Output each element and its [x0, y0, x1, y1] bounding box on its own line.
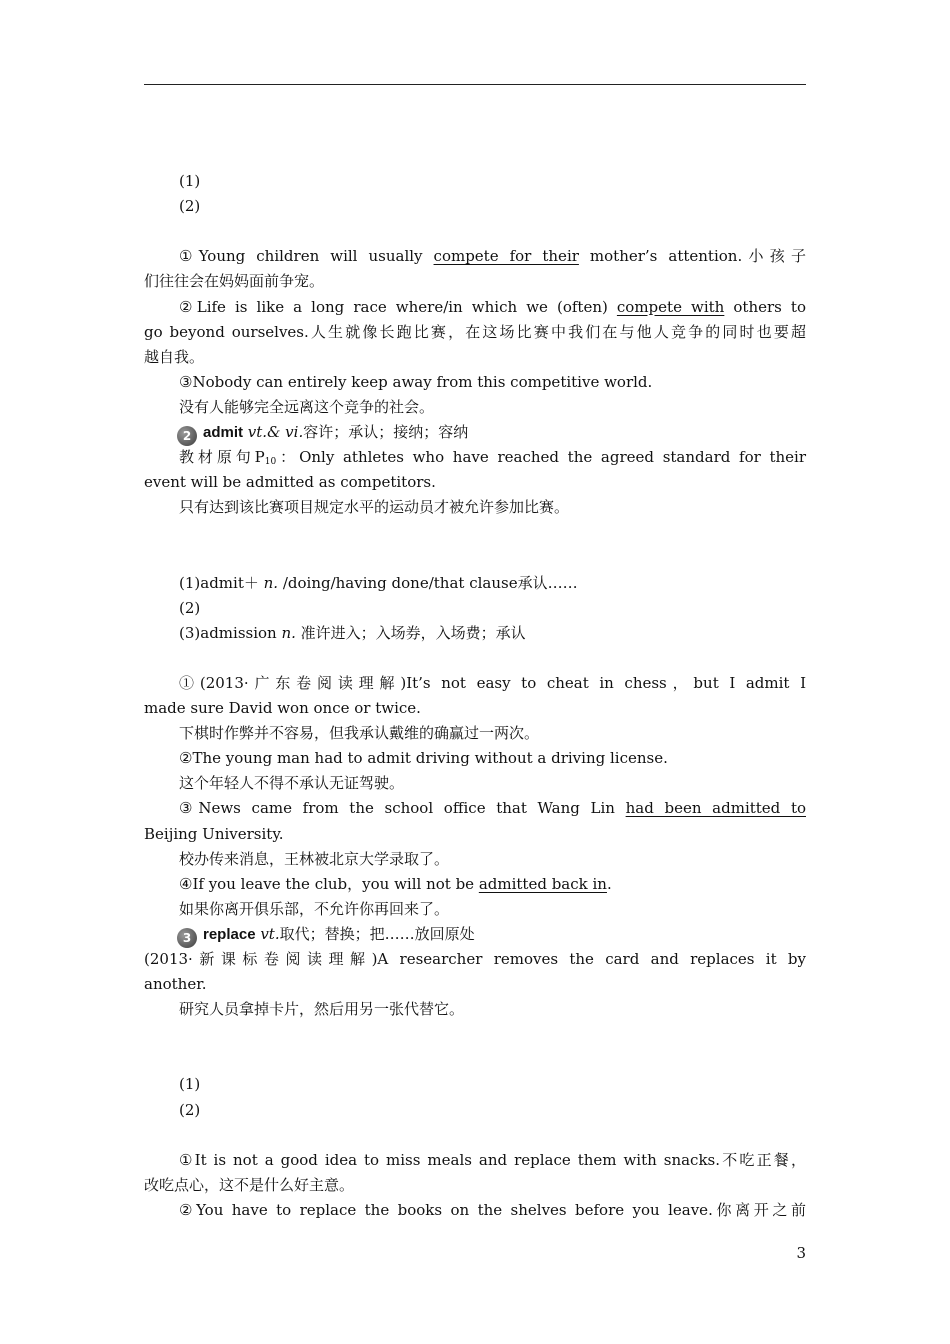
example-3-translation: 没有人能够完全远离这个竞争的社会。: [179, 397, 435, 416]
entry-admit-heading: [144, 420, 806, 445]
example-2: ②The young man had to admit driving without a driving license.: [179, 749, 668, 768]
source-sentence-cont: another.: [144, 975, 207, 994]
example-1-cont: 改吃点心，这不是什么好主意。: [144, 1175, 355, 1194]
usage-item-2: (2): [179, 1100, 201, 1119]
source-translation: 只有达到该比赛项目规定水平的运动员才被允许参加比赛。: [179, 498, 570, 517]
meaning: 容许；承认；接纳；容纳: [303, 423, 469, 442]
number-badge: 3: [177, 928, 197, 948]
headword: replace: [203, 925, 256, 943]
part-of-speech: vt.& vi.: [247, 423, 304, 442]
example-4-translation: 如果你离开俱乐部，不允许你再回来了。: [179, 899, 450, 918]
example-2-translation: 这个年轻人不得不承认无证驾驶。: [179, 774, 405, 793]
example-1-cont: made sure David won once or twice.: [144, 699, 421, 718]
usage-item-2: (2): [179, 598, 201, 617]
underlined-phrase: had been admitted to: [625, 799, 806, 818]
example-1: ①Young children will usually compete for their mother’s attention.小孩子: [179, 247, 806, 266]
headword: admit: [203, 424, 244, 442]
source-sentence: (2013·新课标卷阅读理解)A researcher removes the card and replaces it by: [144, 950, 806, 968]
usage-item-1: (1): [179, 1075, 201, 1094]
part-of-speech: vt.: [260, 924, 280, 943]
document-body: [144, 144, 806, 1223]
example-1: ①It is not a good idea to miss meals and replace them with snacks.不吃正餐，: [179, 1150, 806, 1169]
example-3: ③News came from the school office that Wang Lin had been admitted to: [179, 799, 806, 818]
example-2: ②Life is like a long race where/in which we (often) compete with others to: [179, 297, 806, 316]
source-translation: 研究人员拿掉卡片，然后用另一张代替它。: [179, 1000, 465, 1019]
source-sentence-cont: event will be admitted as competitors.: [144, 473, 436, 492]
usage-item-1: (1): [179, 172, 201, 191]
example-3-cont: Beijing University.: [144, 824, 284, 843]
example-4: ④If you leave the club，you will not be admitted back in.: [179, 874, 612, 893]
underlined-phrase: admitted back in: [478, 874, 607, 893]
example-2-cont: go beyond ourselves.人生就像长跑比赛，在这场比赛中我们在与他人竞争的同时也要超: [144, 322, 806, 341]
page-number: 3: [796, 1244, 806, 1262]
usage-item-3: (3)admission n. 准许进入；入场券，入场费；承认: [179, 623, 526, 642]
header-rule: [144, 84, 806, 85]
meaning: 取代；替换；把……放回原处: [279, 924, 475, 943]
example-3: ③Nobody can entirely keep away from this competitive world.: [179, 372, 653, 391]
underlined-phrase: compete for their: [433, 247, 579, 266]
usage-item-1: (1)admit＋ n. /doing/having done/that clause承认……: [179, 573, 578, 592]
example-3-translation: 校办传来消息，王林被北京大学录取了。: [179, 849, 450, 868]
example-2: ②You have to replace the books on the shelves before you leave.你离开之前: [179, 1200, 806, 1219]
example-1-cont: 们往往会在妈妈面前争宠。: [144, 272, 325, 291]
example-2-cont2: 越自我。: [144, 347, 205, 366]
example-1: ①(2013·广东卷阅读理解)It’s not easy to cheat in chess，but I admit I: [179, 673, 806, 692]
source-sentence: 教材原句$P_{10}$：Only athletes who have reached the agreed standard for their: [179, 448, 806, 468]
usage-item-2: (2): [179, 197, 201, 216]
number-badge: 2: [177, 426, 197, 446]
example-1-translation: 下棋时作弊并不容易，但我承认戴维的确赢过一两次。: [179, 724, 540, 743]
underlined-phrase: compete with: [616, 297, 725, 316]
entry-replace-heading: [144, 922, 806, 947]
